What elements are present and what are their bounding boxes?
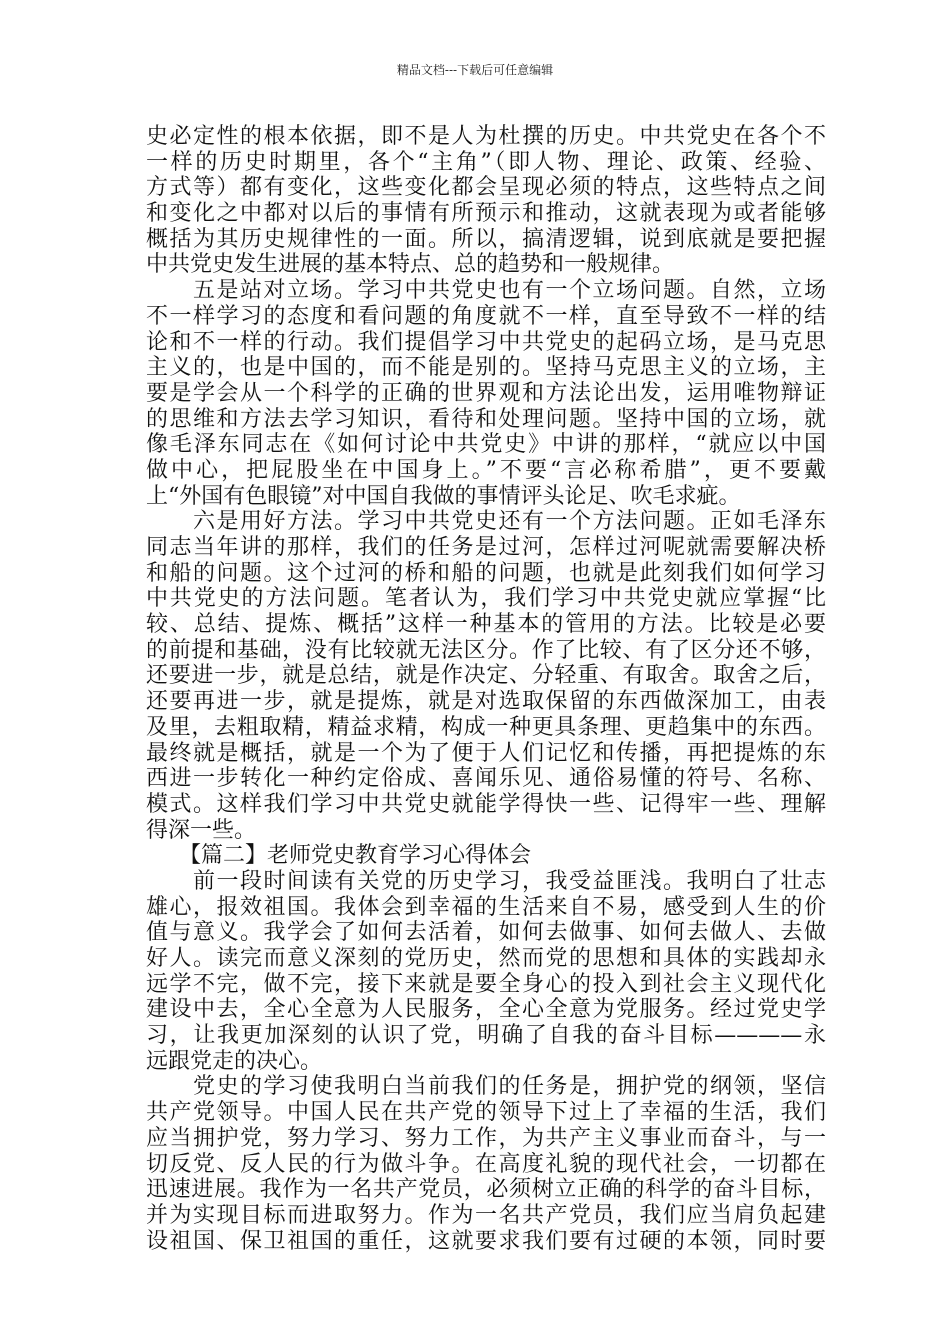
text-line: 好人。读完而意义深刻的党历史，然而党的思想和具体的实践却永 — [146, 946, 826, 971]
text-line: 较、总结、提炼、概括”这样一种基本的管用的方法。比较是必要 — [146, 612, 826, 638]
text-line: 中共党史的方法问题。笔者认为，我们学习中共党史就应掌握“比 — [146, 586, 826, 612]
text-line: 五是站对立场。学习中共党史也有一个立场问题。自然，立场 — [146, 278, 826, 304]
text-line: 和船的问题。这个过河的桥和船的问题，也就是此刻我们如何学习 — [146, 560, 826, 586]
text-line: 共产党领导。中国人民在共产党的领导下过上了幸福的生活，我们 — [146, 1100, 826, 1126]
text-line: 设祖国、保卫祖国的重任，这就要求我们要有过硬的本领，同时要 — [146, 1228, 826, 1254]
text-line: 前一段时间读有关党的历史学习，我受益匪浅。我明白了壮志 — [146, 868, 826, 894]
text-line: 得深一些。 — [146, 817, 257, 843]
text-line: 最终就是概括，就是一个为了便于人们记忆和传播，再把提炼的东 — [146, 740, 826, 766]
text-line: 史必定性的根本依据，即不是人为杜撰的历史。中共党史在各个不 — [146, 124, 826, 149]
text-line: 像毛泽东同志在《如何讨论中共党史》中讲的那样，“就应以中国 — [146, 432, 826, 458]
text-line: 和变化之中都对以后的事情有所预示和推动，这就表现为或者能够 — [146, 201, 826, 227]
document-body — [146, 124, 826, 1254]
text-line: 建设中去，全心全意为人民服务，全心全意为党服务。经过党史学 — [146, 997, 826, 1023]
page-header: 精品文档---下载后可任意编辑 — [396, 63, 554, 77]
text-line: 迅速进展。我作为一名共产党员，必须树立正确的科学的奋斗目标， — [146, 1177, 826, 1203]
text-line: 及里，去粗取精，精益求精，构成一种更具条理、更趋集中的东西。 — [146, 714, 826, 740]
text-line: 远学不完，做不完，接下来就是要全身心的投入到社会主义现代化 — [146, 971, 826, 997]
text-line: 的思维和方法去学习知识，看待和处理问题。坚持中国的立场，就 — [146, 406, 826, 432]
text-line: 习，让我更加深刻的认识了党，明确了自我的奋斗目标————永 — [146, 1023, 826, 1049]
text-line: 做中心，把屁股坐在中国身上。”不要“言必称希腊”，更不要戴 — [146, 457, 826, 483]
text-line: 雄心，报效祖国。我体会到幸福的生活来自不易，感受到人生的价 — [146, 894, 826, 920]
text-line: 一样的历史时期里，各个“主角”（即人物、理论、政策、经验、 — [146, 149, 826, 175]
text-line: 同志当年讲的那样，我们的任务是过河，怎样过河呢就需要解决桥 — [146, 535, 826, 560]
text-line: 论和不一样的行动。我们提倡学习中共党史的起码立场，是马克思 — [146, 329, 826, 355]
text-line: 还要再进一步，就是提炼，就是对选取保留的东西做深加工，由表 — [146, 689, 826, 715]
text-line: 远跟党走的决心。 — [146, 1048, 323, 1074]
text-line: 【篇二】老师党史教育学习心得体会 — [146, 843, 532, 869]
text-line: 六是用好方法。学习中共党史还有一个方法问题。正如毛泽东 — [146, 509, 826, 535]
text-line: 模式。这样我们学习中共党史就能学得快一些、记得牢一些、理解 — [146, 791, 826, 817]
text-line: 主义的，也是中国的，而不能是别的。坚持马克思主义的立场，主 — [146, 355, 826, 381]
text-line: 方式等）都有变化，这些变化都会呈现必须的特点，这些特点之间 — [146, 175, 826, 201]
text-line: 中共党史发生进展的基本特点、总的趋势和一般规律。 — [146, 252, 675, 278]
text-line: 党史的学习使我明白当前我们的任务是，拥护党的纲领，坚信 — [146, 1074, 826, 1100]
text-line: 上“外国有色眼镜”对中国自我做的事情评头论足、吹毛求疵。 — [146, 483, 741, 509]
text-line: 不一样学习的态度和看问题的角度就不一样，直至导致不一样的结 — [146, 303, 826, 329]
text-line: 值与意义。我学会了如何去活着，如何去做事、如何去做人、去做 — [146, 920, 826, 946]
text-line: 要是学会从一个科学的正确的世界观和方法论出发，运用唯物辩证 — [146, 380, 826, 406]
text-line: 应当拥护党，努力学习、努力工作，为共产主义事业而奋斗，与一 — [146, 1125, 826, 1151]
text-line: 的前提和基础，没有比较就无法区分。作了比较、有了区分还不够， — [146, 637, 826, 663]
text-line: 并为实现目标而进取努力。作为一名共产党员，我们应当肩负起建 — [146, 1202, 826, 1228]
text-line: 还要进一步，就是总结，就是作决定、分轻重、有取舍。取舍之后， — [146, 663, 826, 689]
text-line: 概括为其历史规律性的一面。所以，搞清逻辑，说到底就是要把握 — [146, 226, 826, 252]
text-line: 切反党、反人民的行为做斗争。在高度礼貌的现代社会，一切都在 — [146, 1151, 826, 1177]
text-line: 西进一步转化一种约定俗成、喜闻乐见、通俗易懂的符号、名称、 — [146, 766, 826, 792]
